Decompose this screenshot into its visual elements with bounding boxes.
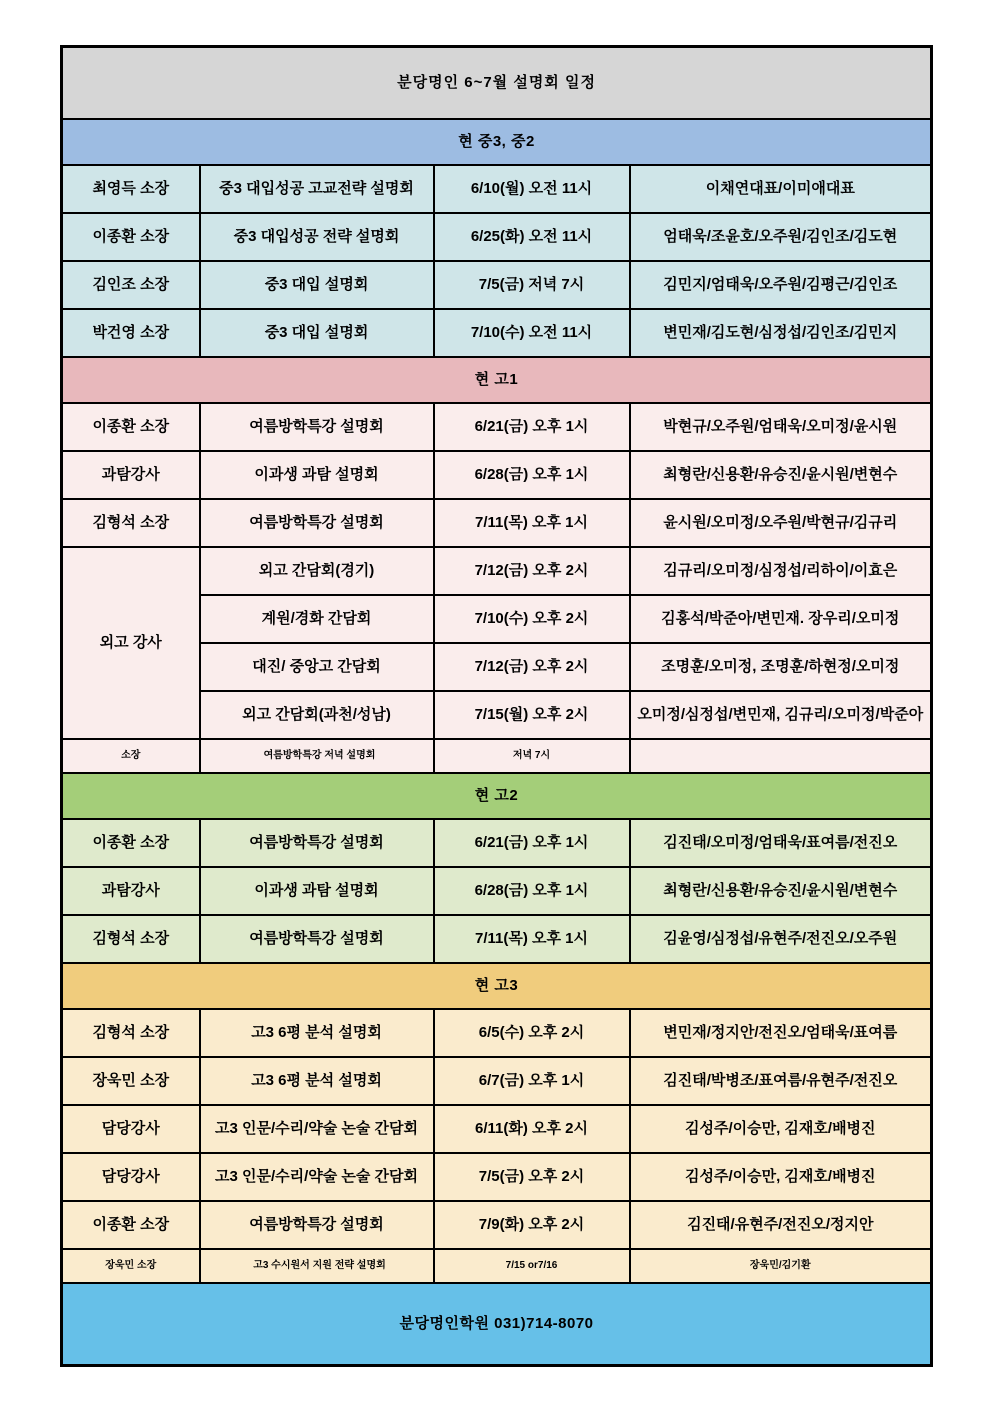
- date-cell: 6/5(수) 오후 2시: [434, 1009, 630, 1057]
- topic-cell: 여름방학특강 설명회: [200, 499, 434, 547]
- title-row: [62, 47, 932, 120]
- table-row: [62, 547, 932, 595]
- academy-contact: 분당명인학원 031)714-8070: [62, 1283, 932, 1366]
- table-row: [62, 309, 932, 357]
- date-cell: 7/15 or7/16: [434, 1249, 630, 1283]
- section-heading-grade3: 현 고3: [62, 963, 932, 1009]
- topic-cell: 중3 대입성공 전략 설명회: [200, 213, 434, 261]
- table-row: [62, 1105, 932, 1153]
- date-cell: 7/12(금) 오후 2시: [434, 547, 630, 595]
- teacher-cell: 김형석 소장: [62, 915, 200, 963]
- page-title: 분당명인 6~7월 설명회 일정: [62, 47, 932, 120]
- table-row: [62, 213, 932, 261]
- topic-cell: 고3 6평 분석 설명회: [200, 1009, 434, 1057]
- table-row: [62, 1201, 932, 1249]
- table-row: [62, 819, 932, 867]
- date-cell: 7/15(월) 오후 2시: [434, 691, 630, 739]
- table-row: [62, 451, 932, 499]
- topic-cell: 중3 대입성공 고교전략 설명회: [200, 165, 434, 213]
- date-cell: 6/25(화) 오전 11시: [434, 213, 630, 261]
- table-row-footnote: [62, 1249, 932, 1283]
- teacher-cell: 김인조 소장: [62, 261, 200, 309]
- teacher-cell: 이종환 소장: [62, 403, 200, 451]
- table-row: [62, 499, 932, 547]
- table-row: [62, 867, 932, 915]
- schedule-sheet: [60, 45, 930, 1367]
- section-header-row-0: [62, 119, 932, 165]
- table-row: [62, 403, 932, 451]
- people-cell: 최형란/신용환/유승진/윤시원/변현수: [630, 451, 932, 499]
- table-row: [62, 1057, 932, 1105]
- teacher-cell: 박건영 소장: [62, 309, 200, 357]
- topic-cell: 중3 대입 설명회: [200, 261, 434, 309]
- table-row: [62, 915, 932, 963]
- people-cell: 김성주/이승만, 김재호/배병진: [630, 1105, 932, 1153]
- date-cell: 6/7(금) 오후 1시: [434, 1057, 630, 1105]
- topic-cell: 여름방학특강 설명회: [200, 1201, 434, 1249]
- section-header-row-2: [62, 773, 932, 819]
- topic-cell: 중3 대입 설명회: [200, 309, 434, 357]
- footer-row: [62, 1283, 932, 1366]
- topic-cell: 이과생 과탐 설명회: [200, 451, 434, 499]
- people-cell: 변민재/김도현/심정섭/김인조/김민지: [630, 309, 932, 357]
- topic-cell: 고3 6평 분석 설명회: [200, 1057, 434, 1105]
- section-heading-grade2: 현 고2: [62, 773, 932, 819]
- topic-cell: 여름방학특강 저녁 설명회: [200, 739, 434, 773]
- people-cell: 오미정/심정섭/변민재, 김규리/오미정/박준아: [630, 691, 932, 739]
- topic-cell: 대진/ 중앙고 간담회: [200, 643, 434, 691]
- people-cell: 조명훈/오미정, 조명훈/하현정/오미정: [630, 643, 932, 691]
- merged-teacher-label: 외고 강사: [62, 547, 200, 739]
- people-cell: [630, 739, 932, 773]
- date-cell: 7/5(금) 저녁 7시: [434, 261, 630, 309]
- teacher-cell: 이종환 소장: [62, 819, 200, 867]
- people-cell: 김홍석/박준아/변민재. 장우리/오미정: [630, 595, 932, 643]
- topic-cell: 고3 인문/수리/약술 논술 간담회: [200, 1105, 434, 1153]
- people-cell: 김진태/오미정/엄태욱/표여름/전진오: [630, 819, 932, 867]
- topic-cell: 이과생 과탐 설명회: [200, 867, 434, 915]
- teacher-cell: 소장: [62, 739, 200, 773]
- section-header-row-1: [62, 357, 932, 403]
- teacher-cell: 과탐강사: [62, 451, 200, 499]
- teacher-cell: 이종환 소장: [62, 1201, 200, 1249]
- people-cell: 김민지/엄태욱/오주원/김평근/김인조: [630, 261, 932, 309]
- topic-cell: 외고 간담회(과천/성남): [200, 691, 434, 739]
- teacher-cell: 장욱민 소장: [62, 1249, 200, 1283]
- topic-cell: 여름방학특강 설명회: [200, 403, 434, 451]
- teacher-cell: 김형석 소장: [62, 499, 200, 547]
- section-header-row-3: [62, 963, 932, 1009]
- table-row-footnote: [62, 739, 932, 773]
- people-cell: 최형란/신용환/유승진/윤시원/변현수: [630, 867, 932, 915]
- section-heading-middle-school: 현 중3, 중2: [62, 119, 932, 165]
- date-cell: 7/11(목) 오후 1시: [434, 499, 630, 547]
- people-cell: 윤시원/오미정/오주원/박현규/김규리: [630, 499, 932, 547]
- topic-cell: 여름방학특강 설명회: [200, 819, 434, 867]
- topic-cell: 고3 인문/수리/약술 논술 간담회: [200, 1153, 434, 1201]
- date-cell: 6/21(금) 오후 1시: [434, 403, 630, 451]
- date-cell: 저녁 7시: [434, 739, 630, 773]
- people-cell: 김성주/이승만, 김재호/배병진: [630, 1153, 932, 1201]
- schedule-table: [60, 45, 933, 1367]
- teacher-cell: 최영득 소장: [62, 165, 200, 213]
- people-cell: 김규리/오미정/심정섭/리하이/이효은: [630, 547, 932, 595]
- date-cell: 6/10(월) 오전 11시: [434, 165, 630, 213]
- people-cell: 김진태/박병조/표여름/유현주/전진오: [630, 1057, 932, 1105]
- topic-cell: 여름방학특강 설명회: [200, 915, 434, 963]
- topic-cell: 계원/경화 간담회: [200, 595, 434, 643]
- date-cell: 7/11(목) 오후 1시: [434, 915, 630, 963]
- people-cell: 이채연대표/이미애대표: [630, 165, 932, 213]
- teacher-cell: 이종환 소장: [62, 213, 200, 261]
- section-heading-grade1: 현 고1: [62, 357, 932, 403]
- teacher-cell: 담당강사: [62, 1153, 200, 1201]
- table-row: [62, 261, 932, 309]
- date-cell: 7/10(수) 오전 11시: [434, 309, 630, 357]
- date-cell: 6/21(금) 오후 1시: [434, 819, 630, 867]
- people-cell: 변민재/정지안/전진오/엄태욱/표여름: [630, 1009, 932, 1057]
- teacher-cell: 과탐강사: [62, 867, 200, 915]
- date-cell: 7/12(금) 오후 2시: [434, 643, 630, 691]
- people-cell: 김윤영/심정섭/유현주/전진오/오주원: [630, 915, 932, 963]
- people-cell: 엄태욱/조윤호/오주원/김인조/김도현: [630, 213, 932, 261]
- topic-cell: 외고 간담회(경기): [200, 547, 434, 595]
- date-cell: 6/28(금) 오후 1시: [434, 451, 630, 499]
- table-row: [62, 165, 932, 213]
- people-cell: 박현규/오주원/엄태욱/오미정/윤시원: [630, 403, 932, 451]
- teacher-cell: 담당강사: [62, 1105, 200, 1153]
- date-cell: 7/5(금) 오후 2시: [434, 1153, 630, 1201]
- date-cell: 7/9(화) 오후 2시: [434, 1201, 630, 1249]
- teacher-cell: 장욱민 소장: [62, 1057, 200, 1105]
- date-cell: 7/10(수) 오후 2시: [434, 595, 630, 643]
- table-row: [62, 1009, 932, 1057]
- people-cell: 김진태/유현주/전진오/정지안: [630, 1201, 932, 1249]
- table-row: [62, 1153, 932, 1201]
- date-cell: 6/11(화) 오후 2시: [434, 1105, 630, 1153]
- topic-cell: 고3 수시원서 지원 전략 설명회: [200, 1249, 434, 1283]
- teacher-cell: 김형석 소장: [62, 1009, 200, 1057]
- people-cell: 장욱민/김기환: [630, 1249, 932, 1283]
- date-cell: 6/28(금) 오후 1시: [434, 867, 630, 915]
